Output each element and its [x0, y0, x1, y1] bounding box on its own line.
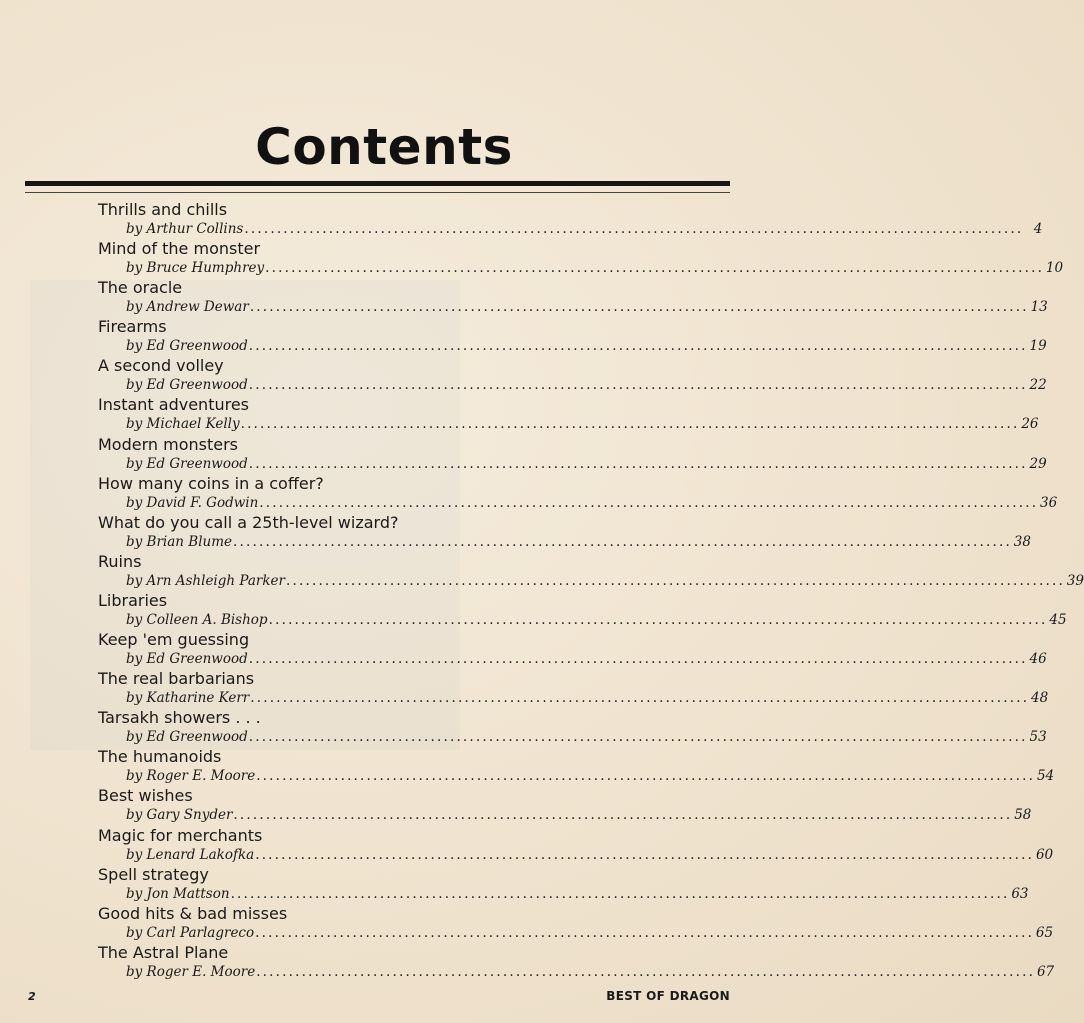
toc-entry: [98, 394, 1039, 433]
toc-entry-title: The real barbarians: [98, 669, 255, 689]
toc-entry-byline: [126, 415, 1039, 433]
toc-entry-author: by Gary Snyder: [126, 807, 233, 824]
toc-entry-author: by Ed Greenwood: [126, 729, 248, 746]
toc-entry-author: by Katharine Kerr: [126, 690, 250, 707]
toc-entry-page: 67: [1036, 963, 1055, 980]
toc-entry-byline: [126, 533, 1031, 551]
page-title: Contents: [255, 118, 513, 176]
toc-entry-byline: [126, 611, 1067, 629]
dot-leader: ........................................................................................................................: [250, 690, 1030, 707]
toc-entry-page: 36: [1040, 494, 1058, 511]
contents-list: [98, 199, 1084, 981]
toc-entry-byline: [126, 767, 1055, 785]
dot-leader: ........................................................................................................................: [230, 885, 1010, 902]
toc-entry-title: Good hits & bad misses: [98, 903, 288, 923]
toc-entry-page: 54: [1036, 768, 1055, 785]
toc-entry-page: 46: [1029, 651, 1047, 668]
toc-entry-page: 22: [1029, 377, 1047, 394]
toc-entry: [98, 238, 1064, 277]
toc-entry-author: by Bruce Humphrey: [126, 260, 265, 277]
toc-entry-author: by David F. Godwin: [126, 494, 259, 511]
toc-entry-title: Magic for merchants: [98, 825, 263, 845]
title-rule-thin: [25, 192, 730, 193]
toc-entry-page: 39: [1066, 572, 1084, 589]
toc-entry-byline: [126, 376, 1047, 394]
toc-entry-page: 60: [1035, 846, 1054, 863]
toc-entry-page: 48: [1031, 690, 1049, 707]
dot-leader: ........................................................................................................................: [248, 455, 1028, 472]
toc-entry-byline: [126, 298, 1048, 316]
toc-entry-title: The humanoids: [98, 747, 222, 767]
toc-entry-title: The oracle: [98, 278, 183, 298]
toc-entry-byline: [126, 846, 1054, 864]
toc-entry-page: 45: [1049, 611, 1067, 628]
toc-entry: [98, 785, 1032, 824]
toc-entry-author: by Jon Mattson: [126, 885, 230, 902]
toc-entry-byline: [126, 728, 1047, 746]
toc-entry-author: by Roger E. Moore: [126, 768, 256, 785]
toc-entry: [98, 629, 1047, 668]
toc-entry-page: 29: [1029, 455, 1047, 472]
toc-entry-title: Mind of the monster: [98, 239, 261, 259]
toc-entry-page: 4: [1033, 221, 1043, 237]
toc-entry-title: Spell strategy: [98, 864, 209, 884]
toc-entry: [98, 942, 1055, 981]
toc-entry-byline: [126, 924, 1054, 942]
toc-entry: [98, 825, 1054, 864]
dot-leader: ........................................................................................................................: [249, 299, 1029, 316]
toc-entry: [98, 590, 1067, 629]
toc-entry-page: 13: [1030, 299, 1048, 316]
toc-entry: [98, 668, 1049, 707]
toc-entry: [98, 473, 1058, 512]
toc-entry-page: 19: [1029, 338, 1047, 355]
toc-entry-author: by Roger E. Moore: [126, 963, 256, 980]
toc-entry: [98, 746, 1055, 785]
toc-entry-page: 63: [1011, 885, 1029, 902]
toc-entry-author: by Ed Greenwood: [126, 455, 248, 472]
toc-entry: [98, 277, 1048, 316]
dot-leader: ........................................................................................................................: [244, 221, 1024, 237]
page-number: 2: [28, 990, 36, 1003]
toc-entry-title: Modern monsters: [98, 434, 238, 454]
dot-leader: ........................................................................................................................: [233, 533, 1012, 550]
dot-leader: ........................................................................................................................: [259, 494, 1039, 511]
toc-entry-title: Instant adventures: [98, 395, 250, 415]
toc-entry-byline: [126, 337, 1047, 355]
toc-entry-title: What do you call a 25th-level wizard?: [98, 512, 399, 532]
toc-entry: [98, 864, 1029, 903]
toc-entry: [98, 199, 1043, 238]
toc-entry-page: 53: [1029, 729, 1047, 746]
dot-leader: ........................................................................................................................: [268, 611, 1048, 628]
toc-entry-page: 58: [1014, 807, 1032, 824]
toc-entry-author: by Lenard Lakofka: [126, 846, 255, 863]
toc-entry-title: Keep 'em guessing: [98, 630, 250, 650]
toc-entry: [98, 512, 1031, 551]
title-rule-thick: [25, 181, 730, 186]
toc-entry-author: by Ed Greenwood: [126, 651, 248, 668]
dot-leader: ........................................................................................................................: [233, 807, 1013, 824]
toc-entry: [98, 434, 1047, 473]
toc-entry-author: by Arn Ashleigh Parker: [126, 572, 285, 589]
toc-entry-author: by Brian Blume: [126, 533, 233, 550]
toc-entry-author: by Arthur Collins: [126, 221, 244, 237]
toc-entry-page: 65: [1035, 924, 1054, 941]
toc-entry-title: Best wishes: [98, 786, 193, 806]
dot-leader: ........................................................................................................................: [255, 846, 1035, 863]
toc-entry: [98, 316, 1047, 355]
toc-entry-byline: [126, 220, 1043, 238]
dot-leader: ........................................................................................................................: [248, 651, 1028, 668]
publication-footer: BEST OF DRAGON: [606, 989, 730, 1003]
dot-leader: ........................................................................................................................: [256, 963, 1036, 980]
toc-entry-title: How many coins in a coffer?: [98, 473, 324, 493]
toc-entry-byline: [126, 806, 1032, 824]
toc-entry-author: by Ed Greenwood: [126, 377, 248, 394]
dot-leader: ........................................................................................................................: [265, 260, 1045, 277]
toc-entry-byline: [126, 689, 1049, 707]
toc-entry-title: Firearms: [98, 317, 167, 337]
toc-entry-page: 26: [1021, 416, 1039, 433]
toc-entry-byline: [126, 963, 1055, 981]
toc-entry-author: by Carl Parlagreco: [126, 924, 255, 941]
toc-entry-byline: [126, 259, 1064, 277]
toc-entry: [98, 707, 1047, 746]
toc-entry-byline: [126, 572, 1084, 590]
toc-entry-page: 38: [1013, 533, 1031, 550]
toc-entry-title: The Astral Plane: [98, 942, 229, 962]
toc-entry-author: by Andrew Dewar: [126, 299, 249, 316]
toc-entry-title: Libraries: [98, 590, 168, 610]
dot-leader: ........................................................................................................................: [255, 924, 1035, 941]
toc-entry-title: Tarsakh showers . . .: [98, 708, 261, 728]
toc-entry-author: by Colleen A. Bishop: [126, 611, 268, 628]
toc-entry-title: A second volley: [98, 356, 224, 376]
dot-leader: ........................................................................................................................: [248, 338, 1028, 355]
toc-entry: [98, 903, 1054, 942]
dot-leader: ........................................................................................................................: [240, 416, 1020, 433]
dot-leader: ........................................................................................................................: [285, 572, 1065, 589]
toc-entry-title: Ruins: [98, 551, 142, 571]
toc-entry-page: 10: [1045, 260, 1064, 277]
toc-entry-byline: [126, 455, 1047, 473]
toc-entry-author: by Ed Greenwood: [126, 338, 248, 355]
toc-entry: [98, 551, 1084, 590]
toc-entry-title: Thrills and chills: [98, 200, 228, 219]
dot-leader: ........................................................................................................................: [248, 729, 1028, 746]
toc-entry-byline: [126, 885, 1029, 903]
toc-entry-byline: [126, 650, 1047, 668]
toc-entry-author: by Michael Kelly: [126, 416, 240, 433]
toc-entry-byline: [126, 494, 1058, 512]
dot-leader: ........................................................................................................................: [256, 768, 1036, 785]
dot-leader: ........................................................................................................................: [248, 377, 1028, 394]
toc-entry: [98, 355, 1047, 394]
